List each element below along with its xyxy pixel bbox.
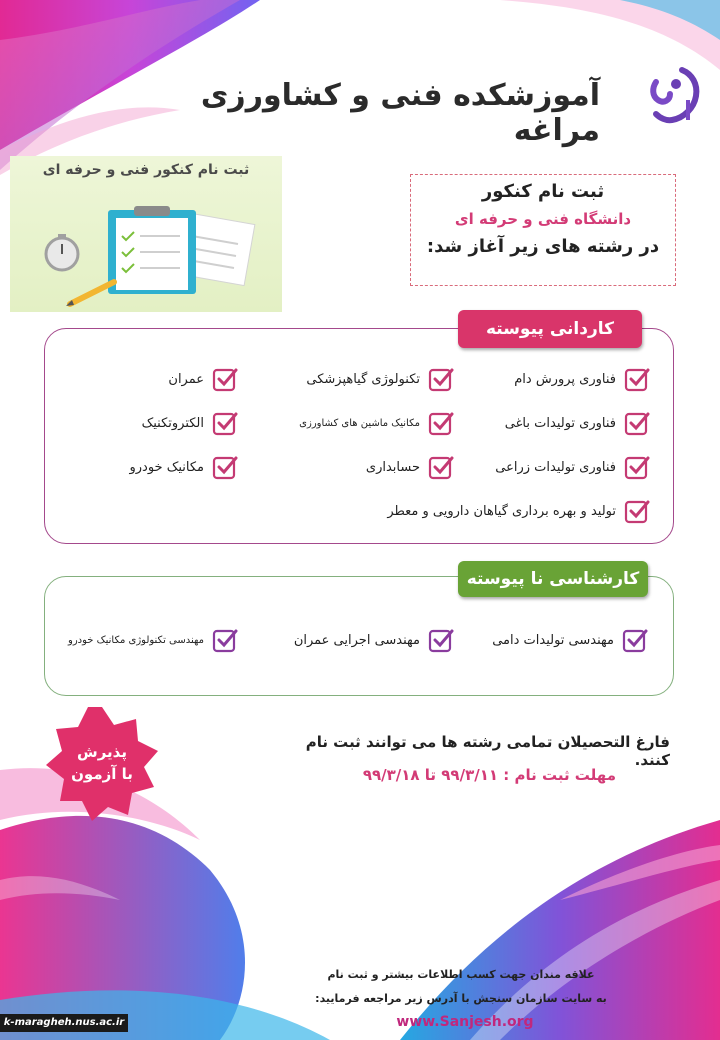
announcement-line1: ثبت نام کنکور xyxy=(481,181,605,202)
program-label: فناوری پرورش دام xyxy=(514,371,616,387)
footer-line1: علاقه مندان جهت کسب اطلاعات بیشتر و ثبت نام xyxy=(327,968,595,981)
college-logo-icon xyxy=(636,62,706,132)
list-item xyxy=(129,454,238,480)
registration-illustration xyxy=(10,156,282,312)
checkbox-checked-icon xyxy=(624,454,650,480)
list-item xyxy=(306,366,454,392)
list-item xyxy=(387,498,650,524)
checkbox-checked-icon xyxy=(428,454,454,480)
program-label: مهندسی تکنولوژی مکانیک خودرو xyxy=(68,634,204,646)
admission-line1: پذیرش xyxy=(77,743,127,761)
list-item xyxy=(492,627,648,653)
list-item xyxy=(366,454,454,480)
program-label: فناوری تولیدات زراعی xyxy=(495,459,616,475)
list-item xyxy=(495,454,650,480)
checkbox-checked-icon xyxy=(212,627,238,653)
program-label: حسابداری xyxy=(365,459,420,475)
admission-badge xyxy=(42,703,162,823)
list-item xyxy=(142,410,238,436)
announcement-line3: در رشته های زیر آغاز شد: xyxy=(426,236,660,257)
list-item xyxy=(68,627,238,653)
program-label: تکنولوژی گیاهپزشکی xyxy=(306,371,420,387)
graduates-note: فارغ التحصیلان تمامی رشته ها می توانند ثبت نام کنند. xyxy=(305,733,670,769)
announcement-line2: دانشگاه فنی و حرفه ای xyxy=(454,210,632,228)
checkbox-checked-icon xyxy=(212,410,238,436)
illustration-caption: ثبت نام کنکور فنی و حرفه ای xyxy=(42,162,250,178)
bachelor-badge: کارشناسی نا پیوسته xyxy=(458,561,648,597)
list-item xyxy=(514,366,650,392)
footer-line2: به سایت سازمان سنجش با آدرس زیر مراجعه فرمایید: xyxy=(315,992,607,1005)
checkbox-checked-icon xyxy=(428,627,454,653)
program-label: مکانیک ماشین های کشاورزی xyxy=(299,417,420,429)
checkbox-checked-icon xyxy=(624,410,650,436)
checkbox-checked-icon xyxy=(624,366,650,392)
registration-deadline: مهلت ثبت نام : ۹۹/۳/۱۱ تا ۹۹/۳/۱۸ xyxy=(362,766,616,784)
checkbox-checked-icon xyxy=(428,410,454,436)
clipboard-illustration-icon xyxy=(10,156,282,312)
page-title: آموزشکده فنی و کشاورزی مراغه xyxy=(200,78,600,148)
program-label: مهندسی اجرایی عمران xyxy=(293,632,420,648)
list-item xyxy=(299,410,454,436)
list-item xyxy=(168,366,238,392)
checkbox-checked-icon xyxy=(212,454,238,480)
checkbox-checked-icon xyxy=(624,498,650,524)
program-label: عمران xyxy=(168,371,204,387)
program-label: مکانیک خودرو xyxy=(129,459,204,475)
announcement-box xyxy=(410,174,676,286)
checkbox-checked-icon xyxy=(428,366,454,392)
program-label: الکتروتکنیک xyxy=(141,415,204,431)
associate-badge: کاردانی پیوسته xyxy=(458,310,642,348)
list-item xyxy=(505,410,650,436)
program-label: تولید و بهره برداری گیاهان دارویی و معطر xyxy=(387,503,616,519)
checkbox-checked-icon xyxy=(212,366,238,392)
college-domain-label: k-maragheh.nus.ac.ir xyxy=(0,1014,128,1032)
checkbox-checked-icon xyxy=(622,627,648,653)
program-label: فناوری تولیدات باغی xyxy=(504,415,616,431)
sanjesh-website-link[interactable]: www.Sanjesh.org xyxy=(396,1014,534,1030)
list-item xyxy=(294,627,454,653)
program-label: مهندسی تولیدات دامی xyxy=(492,632,614,648)
admission-line2: با آزمون xyxy=(71,765,133,783)
